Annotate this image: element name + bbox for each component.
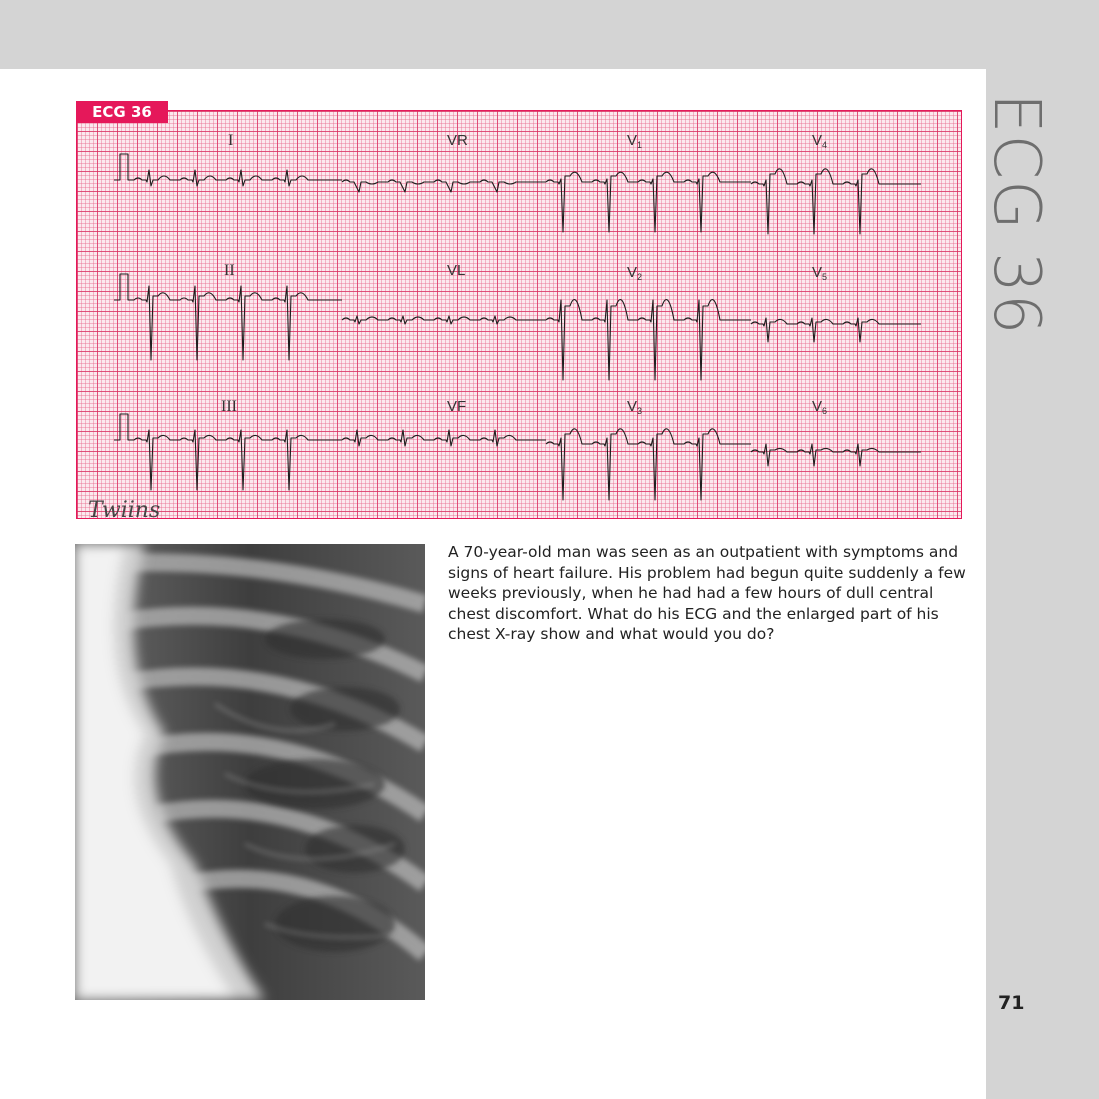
ecg-trace-II <box>114 274 342 360</box>
page-number: 71 <box>998 992 1025 1014</box>
lead-label-V2: $V_2$ <box>627 264 643 282</box>
ecg-trace-V1 <box>546 172 751 232</box>
chest-xray-image <box>75 544 425 1000</box>
lead-label-I: I <box>228 132 234 149</box>
ecg-trace <box>76 110 962 519</box>
lead-label-V3: $V_3$ <box>627 398 643 416</box>
lead-label-II: II <box>224 262 235 279</box>
ecg-trace-VF <box>342 430 546 446</box>
ecg-trace-VR <box>342 180 546 192</box>
top-margin-band <box>0 0 1099 69</box>
lead-label-V4: $V_4$ <box>812 132 828 150</box>
ecg-number-tag: ECG 36 <box>76 101 168 123</box>
ecg-trace-V5 <box>751 318 921 342</box>
lead-label-V5: $V_5$ <box>812 264 828 282</box>
ecg-trace-V6 <box>751 444 921 466</box>
lead-label-V1: $V_1$ <box>627 132 643 150</box>
ecg-trace-III <box>114 414 342 490</box>
lead-label-VL: VL <box>447 262 466 279</box>
ecg-trace-V4 <box>751 169 921 234</box>
ecg-trace-VL <box>342 316 546 324</box>
section-title: ECG 36 <box>979 93 1053 336</box>
lead-label-VF: VF <box>447 398 467 415</box>
case-question-text: A 70-year-old man was seen as an outpatient with symptoms and signs of heart failure. His problem had begun quite suddenly a few weeks previously, when he had had a few hours of dull central chest discomfort. What do his ECG and the enlarged part of his chest X-ray show and what would you do? <box>448 543 966 643</box>
lead-label-III: III <box>221 398 237 415</box>
lead-label-VR: VR <box>447 132 468 149</box>
ecg-trace-V3 <box>546 429 751 500</box>
handwritten-signature: Twiins <box>88 498 161 523</box>
lead-label-V6: $V_6$ <box>812 398 828 416</box>
ecg-trace-I <box>114 154 342 186</box>
ecg-trace-V2 <box>546 300 751 380</box>
